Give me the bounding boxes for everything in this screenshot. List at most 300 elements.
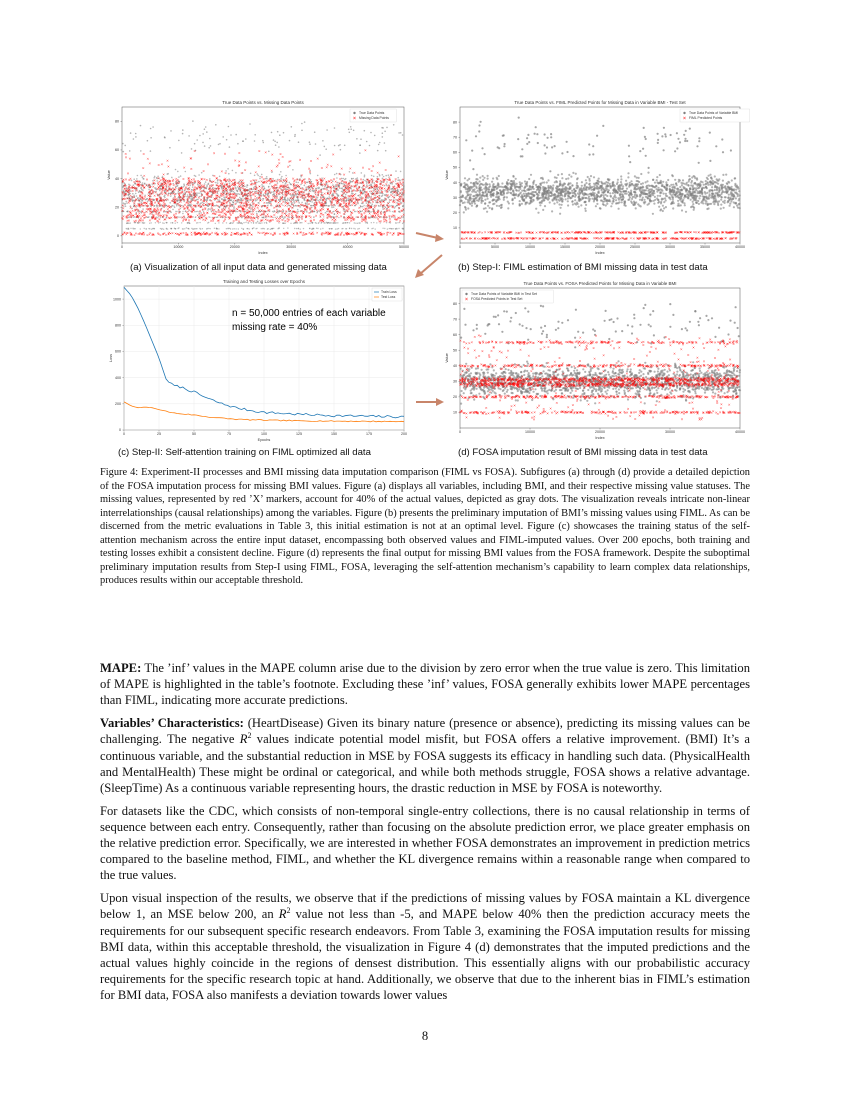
data-point [157, 176, 159, 178]
data-point [290, 183, 292, 185]
data-point [366, 181, 368, 183]
data-point [732, 196, 734, 198]
data-point [683, 202, 685, 204]
data-point [662, 210, 664, 212]
x-tick-label: 10000 [525, 245, 535, 249]
data-point [521, 148, 523, 150]
data-point [382, 132, 384, 134]
data-point [710, 197, 712, 199]
data-point [245, 138, 247, 140]
data-point [618, 189, 620, 191]
data-point [266, 223, 267, 224]
data-point [306, 203, 308, 205]
data-point [673, 191, 675, 193]
data-point [226, 228, 227, 229]
data-point [607, 185, 609, 187]
data-point [579, 387, 581, 389]
data-point [713, 203, 715, 205]
y-tick-label: 60 [115, 148, 119, 153]
data-point [577, 185, 579, 187]
data-point [289, 182, 291, 184]
data-point [681, 189, 683, 191]
data-point [700, 372, 702, 374]
data-point [140, 228, 141, 229]
data-point [364, 176, 366, 178]
data-point [309, 201, 311, 203]
subfigure-a [100, 97, 416, 255]
data-point [268, 202, 270, 204]
data-point [484, 153, 486, 155]
data-point [227, 168, 229, 170]
data-point [230, 134, 232, 136]
data-point [142, 182, 144, 184]
data-point [622, 197, 624, 199]
data-point [185, 211, 186, 212]
data-point [648, 203, 650, 205]
data-point [219, 143, 221, 145]
data-point [350, 126, 352, 128]
data-point [351, 228, 352, 229]
data-point [704, 191, 706, 193]
data-point [369, 145, 371, 147]
data-point [606, 199, 608, 201]
data-point [355, 223, 356, 224]
data-point [665, 206, 667, 208]
data-point [548, 197, 550, 199]
data-point [178, 140, 180, 142]
data-point [589, 183, 591, 185]
data-point [133, 178, 135, 180]
data-point [689, 128, 691, 130]
data-point [542, 209, 544, 211]
data-point [645, 155, 647, 157]
data-point [150, 128, 152, 130]
data-point [317, 175, 319, 177]
data-point [343, 178, 345, 180]
data-point [389, 196, 391, 198]
data-point [491, 181, 493, 183]
data-point [148, 217, 149, 218]
data-point [559, 182, 561, 184]
data-point [146, 228, 147, 229]
data-point [617, 179, 619, 181]
data-point [519, 200, 521, 202]
data-point [675, 182, 677, 184]
data-point [353, 130, 355, 132]
data-point [488, 201, 490, 203]
data-point [207, 209, 209, 211]
data-point [197, 184, 199, 186]
data-point [184, 185, 186, 187]
data-point [163, 229, 164, 230]
data-point [375, 200, 377, 202]
data-point [594, 198, 596, 200]
legend-label: Train Loss [381, 290, 397, 295]
data-point [318, 222, 319, 223]
data-point [565, 178, 567, 180]
data-point [657, 139, 659, 141]
data-point [274, 141, 276, 143]
data-point [680, 204, 682, 206]
data-point [154, 187, 156, 189]
data-point [599, 196, 601, 198]
data-point [277, 216, 278, 217]
data-point [164, 195, 166, 197]
data-point [479, 189, 481, 191]
data-point [588, 196, 590, 198]
data-point [189, 223, 190, 224]
data-point [297, 193, 299, 195]
data-point [227, 228, 228, 229]
data-point [335, 222, 336, 223]
data-point [519, 181, 521, 183]
data-point [670, 191, 672, 193]
data-point [688, 194, 690, 196]
data-point [284, 199, 285, 200]
data-point [654, 196, 656, 198]
data-point [711, 186, 713, 188]
data-point [309, 143, 311, 145]
data-point [612, 197, 614, 199]
data-point [576, 202, 578, 204]
data-point [537, 212, 539, 214]
data-point [697, 200, 699, 202]
data-point [134, 183, 136, 185]
data-point [142, 178, 144, 180]
data-point [555, 199, 557, 201]
data-point [705, 186, 707, 188]
data-point [290, 223, 291, 224]
data-point [303, 199, 304, 200]
data-point [137, 205, 138, 206]
data-point [548, 187, 550, 189]
data-point [322, 196, 324, 198]
data-point [299, 222, 300, 223]
data-point [267, 205, 268, 206]
y-tick-label: 400 [115, 375, 121, 380]
data-point [730, 200, 732, 202]
data-point [384, 228, 385, 229]
data-point [203, 211, 204, 212]
data-point [716, 182, 718, 184]
y-tick-label: 40 [453, 180, 457, 185]
data-point [237, 211, 238, 212]
data-point [266, 176, 268, 178]
data-point [489, 207, 491, 209]
data-point [513, 185, 515, 187]
data-point [497, 197, 499, 199]
data-point [507, 369, 509, 371]
data-point [270, 199, 271, 200]
data-point [287, 198, 289, 200]
data-point [601, 187, 603, 189]
data-point [180, 208, 182, 210]
data-point [693, 209, 695, 211]
data-point [392, 211, 393, 212]
data-point [663, 127, 665, 129]
data-point [364, 130, 366, 132]
data-point [487, 198, 489, 200]
data-point [585, 210, 587, 212]
data-point [218, 144, 220, 146]
data-point [209, 178, 211, 180]
data-point [327, 222, 328, 223]
data-point [693, 207, 695, 209]
data-point [469, 197, 471, 199]
data-point [517, 194, 519, 196]
data-point [332, 193, 334, 195]
data-point [661, 189, 663, 191]
data-point [658, 201, 660, 203]
data-point [637, 203, 639, 205]
data-point [345, 201, 347, 203]
data-point [376, 222, 377, 223]
data-point [365, 222, 366, 223]
data-point [207, 199, 208, 200]
data-point [322, 140, 324, 142]
data-point [384, 190, 386, 192]
data-point [521, 190, 523, 192]
data-point [526, 193, 528, 195]
data-point [620, 175, 622, 177]
data-point [714, 185, 716, 187]
data-point [359, 144, 361, 146]
data-point [161, 228, 162, 229]
data-point [677, 200, 679, 202]
subfigure-d [442, 278, 750, 442]
data-point [264, 188, 266, 190]
data-point [671, 174, 673, 176]
data-point [390, 182, 392, 184]
data-point [662, 205, 664, 207]
data-point [133, 195, 135, 197]
data-point [400, 132, 402, 134]
data-point [646, 185, 648, 187]
data-point [148, 189, 150, 191]
data-point [686, 182, 688, 184]
data-point [217, 193, 219, 195]
data-point [359, 152, 361, 154]
data-point [278, 199, 279, 200]
data-point [235, 202, 237, 204]
data-point [318, 188, 320, 190]
data-point [643, 127, 645, 129]
data-point [541, 182, 543, 184]
data-point [378, 187, 380, 189]
data-point [467, 199, 469, 201]
data-point [323, 216, 324, 217]
data-point [701, 181, 703, 183]
data-point [557, 194, 559, 196]
data-point [588, 143, 590, 145]
data-point [634, 191, 636, 193]
data-point [278, 146, 280, 148]
data-point [672, 184, 674, 186]
data-point [309, 170, 311, 172]
y-tick-label: 30 [453, 379, 457, 384]
data-point [678, 181, 680, 183]
data-point [330, 222, 331, 223]
data-point [218, 222, 219, 223]
data-point [152, 180, 154, 182]
data-point [345, 178, 347, 180]
data-point [528, 178, 530, 180]
data-point [571, 190, 573, 192]
data-point [219, 206, 221, 208]
data-point [549, 201, 551, 203]
data-point [736, 186, 738, 188]
data-point [573, 189, 575, 191]
data-point [197, 222, 198, 223]
y-tick-label: 80 [453, 301, 457, 306]
data-point [567, 184, 569, 186]
data-point [128, 228, 129, 229]
data-point [708, 175, 710, 177]
data-point [658, 206, 660, 208]
subfigure-c [100, 278, 416, 442]
data-point [336, 222, 337, 223]
data-point [374, 195, 376, 197]
data-point [144, 228, 145, 229]
data-point [357, 223, 358, 224]
data-point [178, 197, 180, 199]
data-point [471, 150, 473, 152]
data-point [672, 207, 674, 209]
data-point [370, 132, 372, 134]
x-tick-label: 40000 [342, 245, 353, 249]
data-point [512, 175, 514, 177]
data-point [183, 201, 185, 203]
data-point [373, 176, 375, 178]
data-point [208, 183, 210, 185]
data-point [270, 229, 271, 230]
data-point [384, 142, 386, 144]
data-point [139, 211, 140, 212]
data-point [597, 195, 599, 197]
data-point [297, 209, 299, 211]
data-point [184, 228, 185, 229]
data-point [376, 188, 378, 190]
data-point [498, 147, 500, 149]
data-point [539, 204, 541, 206]
data-point [614, 185, 616, 187]
data-point [144, 222, 145, 223]
data-point [360, 205, 361, 206]
data-point [316, 223, 317, 224]
data-point [485, 186, 487, 188]
data-point [674, 179, 676, 181]
data-point [630, 194, 632, 196]
data-point [180, 217, 181, 218]
data-point [665, 181, 667, 183]
data-point [676, 132, 678, 134]
data-point [526, 361, 528, 363]
data-point [738, 190, 740, 192]
data-point [340, 149, 342, 151]
data-point [177, 185, 179, 187]
data-point [642, 148, 644, 150]
data-point [136, 178, 138, 180]
data-point [579, 192, 581, 194]
data-point [627, 199, 629, 201]
data-point [580, 188, 582, 190]
scatter-plot-b [442, 97, 750, 255]
y-tick-label: 70 [453, 317, 457, 322]
data-point [272, 217, 273, 218]
data-point [379, 174, 381, 176]
data-point [200, 212, 202, 214]
data-point [629, 182, 631, 184]
data-point [273, 211, 274, 212]
data-point [634, 175, 636, 177]
data-point [204, 128, 206, 130]
data-point [365, 205, 366, 206]
data-point [145, 199, 146, 200]
data-point [278, 228, 279, 229]
data-point [166, 222, 167, 223]
data-point [698, 162, 700, 164]
data-point [517, 373, 519, 375]
data-point [701, 191, 703, 193]
data-point [325, 205, 326, 206]
data-point [515, 178, 517, 180]
data-point [681, 209, 683, 211]
data-point [701, 200, 703, 202]
data-point [484, 184, 486, 186]
data-point [475, 186, 477, 188]
data-point [663, 149, 665, 151]
data-point [591, 186, 593, 188]
data-point [363, 205, 364, 206]
data-point [335, 186, 337, 188]
data-point [603, 194, 605, 196]
legend [372, 288, 402, 301]
data-point [369, 210, 370, 211]
data-point [150, 150, 152, 152]
y-tick-label: 1000 [113, 297, 121, 302]
data-point [296, 181, 298, 183]
data-point [702, 202, 704, 204]
data-point [633, 185, 635, 187]
data-point [337, 222, 338, 223]
data-point [486, 183, 488, 185]
data-point [311, 201, 313, 203]
data-point [333, 216, 334, 217]
data-point [384, 194, 386, 196]
data-point [265, 193, 267, 195]
data-point [226, 222, 227, 223]
y-tick-label: 10 [453, 410, 457, 415]
data-point [297, 211, 298, 212]
data-point [337, 182, 339, 184]
data-point [631, 198, 633, 200]
data-point [527, 363, 529, 365]
plot-title: True Data Points vs. FIML Predicted Points for Missing Data in Variable BMI - Test Set [514, 100, 686, 105]
data-point [701, 387, 703, 389]
data-point [178, 176, 180, 178]
data-point [578, 189, 580, 191]
data-point [661, 184, 663, 186]
data-point [386, 181, 388, 183]
data-point [491, 208, 493, 210]
data-point [596, 203, 598, 205]
data-point [596, 200, 598, 202]
data-point [603, 192, 605, 194]
data-point [246, 228, 247, 229]
data-point [324, 186, 326, 188]
data-point [273, 139, 275, 141]
data-point [260, 223, 261, 224]
